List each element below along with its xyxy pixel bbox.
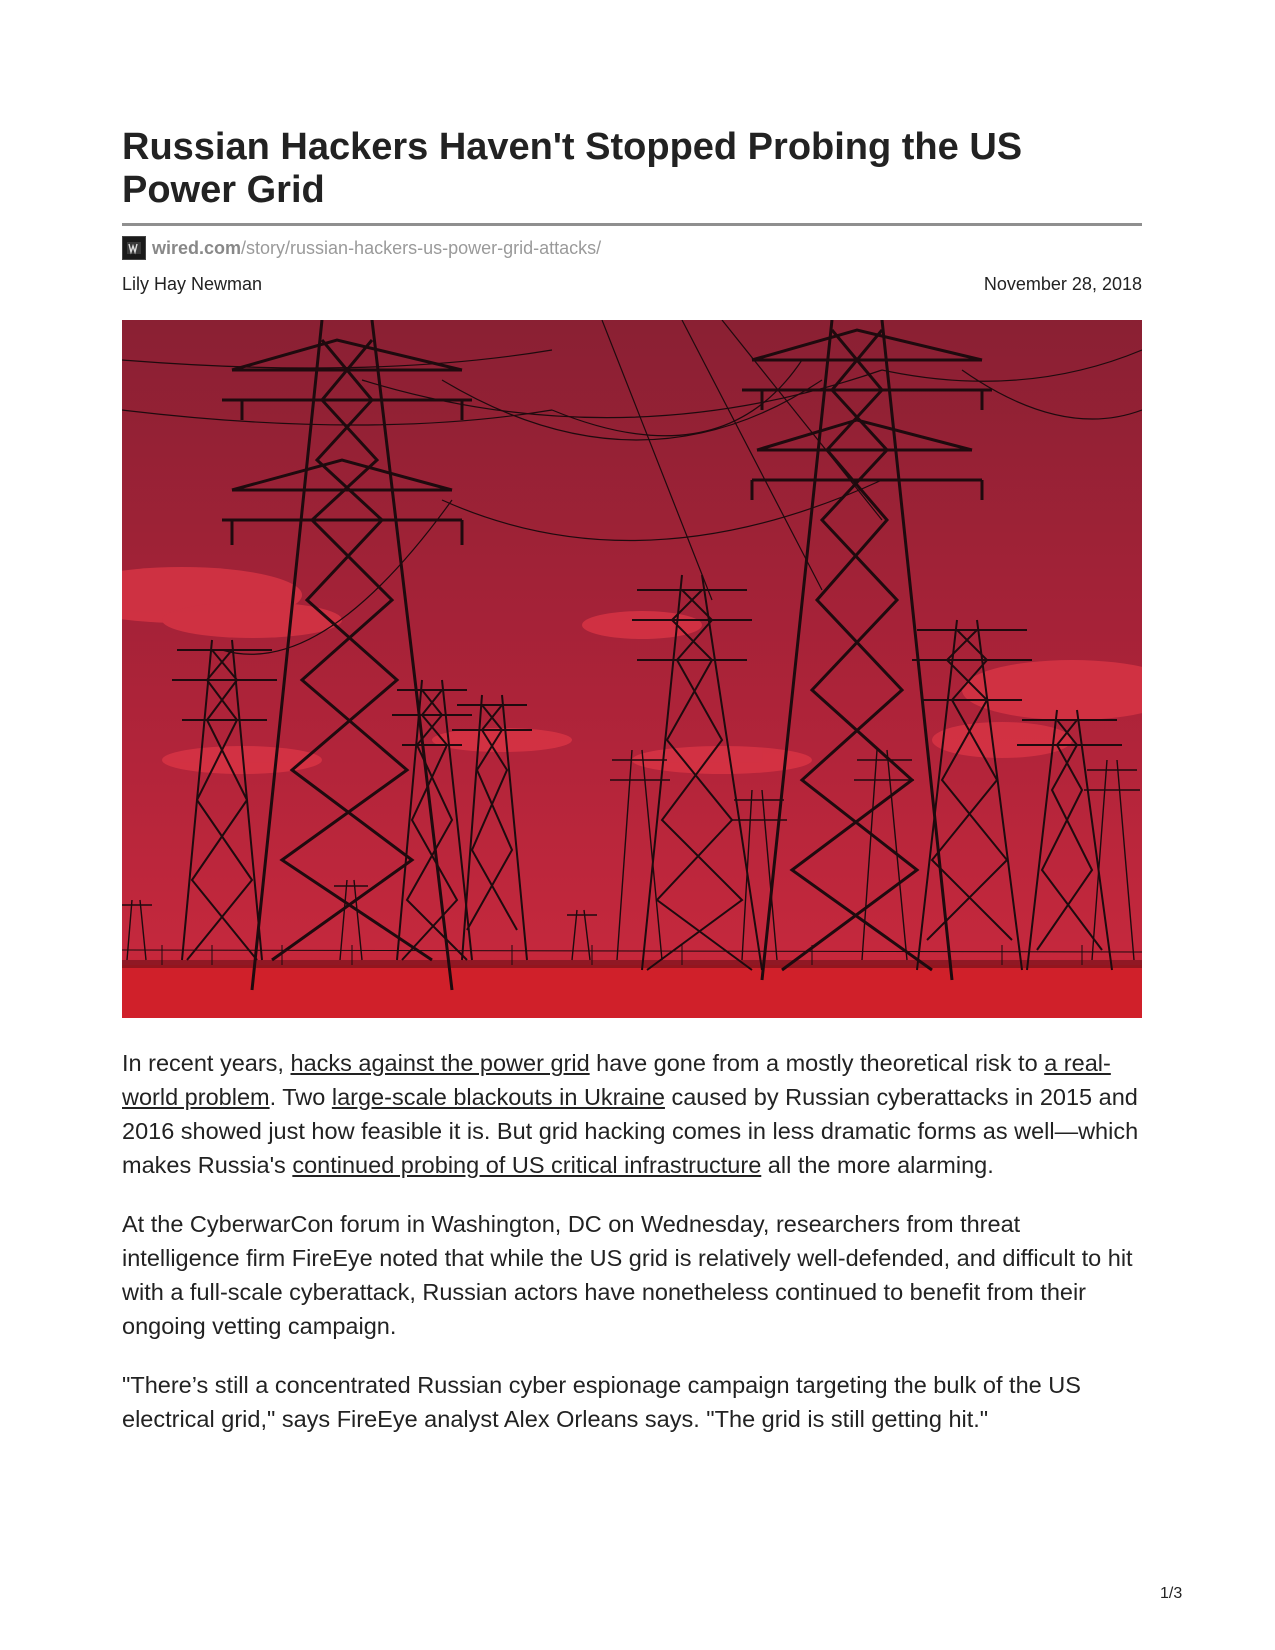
byline	[122, 274, 1142, 296]
paragraph-text: . Two	[269, 1084, 332, 1110]
ground	[122, 965, 1142, 1018]
paragraph-text: have gone from a mostly theoretical risk to	[589, 1050, 1045, 1076]
paragraph: "There’s still a concentrated Russian cyber espionage campaign targeting the bulk of the US electrical grid," says FireEye analyst Alex Orleans says. "The grid is still getting hit."	[122, 1372, 1081, 1432]
link-continued-probing[interactable]: continued probing of US critical infrastructure	[292, 1152, 762, 1178]
publish-date: November 28, 2018	[983, 274, 1142, 294]
link-real-world-problem[interactable]: a real-world problem	[122, 1050, 1111, 1110]
author: Lily Hay Newman	[122, 274, 263, 294]
link-hacks-against-power-grid[interactable]: hacks against the power grid	[290, 1050, 590, 1076]
paragraph	[122, 1046, 1142, 1182]
paragraph: At the CyberwarCon forum in Washington, DC on Wednesday, researchers from threat intelligence firm FireEye noted that while the US grid is relatively well-defended, and difficult to hit with a full-scale cyberattack, Russian actors have nonetheless continued to benefit from their ongoing vetting campaign.	[122, 1211, 1133, 1339]
article-title: Russian Hackers Haven't Stopped Probing the US Power Grid	[122, 126, 1023, 211]
source-domain[interactable]: wired.com	[152, 237, 242, 258]
article-body	[122, 1046, 1142, 1436]
source-link[interactable]	[122, 236, 1142, 260]
wired-logo-icon	[122, 236, 146, 260]
page-number: 1/3	[1160, 1585, 1183, 1602]
paragraph-text: In recent years,	[122, 1050, 291, 1076]
paragraph-text: caused by Russian cyberattacks in 2015 and 2016 showed just how feasible it is. But grid hacking comes in less dramatic forms as well—which makes Russia's	[122, 1084, 1139, 1178]
hero-image	[122, 320, 1142, 1018]
link-ukraine-blackouts[interactable]: large-scale blackouts in Ukraine	[331, 1084, 665, 1110]
paragraph-text: all the more alarming.	[761, 1152, 994, 1178]
title-divider	[122, 223, 1142, 226]
source-path[interactable]: /story/russian-hackers-us-power-grid-attacks/	[241, 237, 602, 258]
article	[122, 126, 1142, 1461]
